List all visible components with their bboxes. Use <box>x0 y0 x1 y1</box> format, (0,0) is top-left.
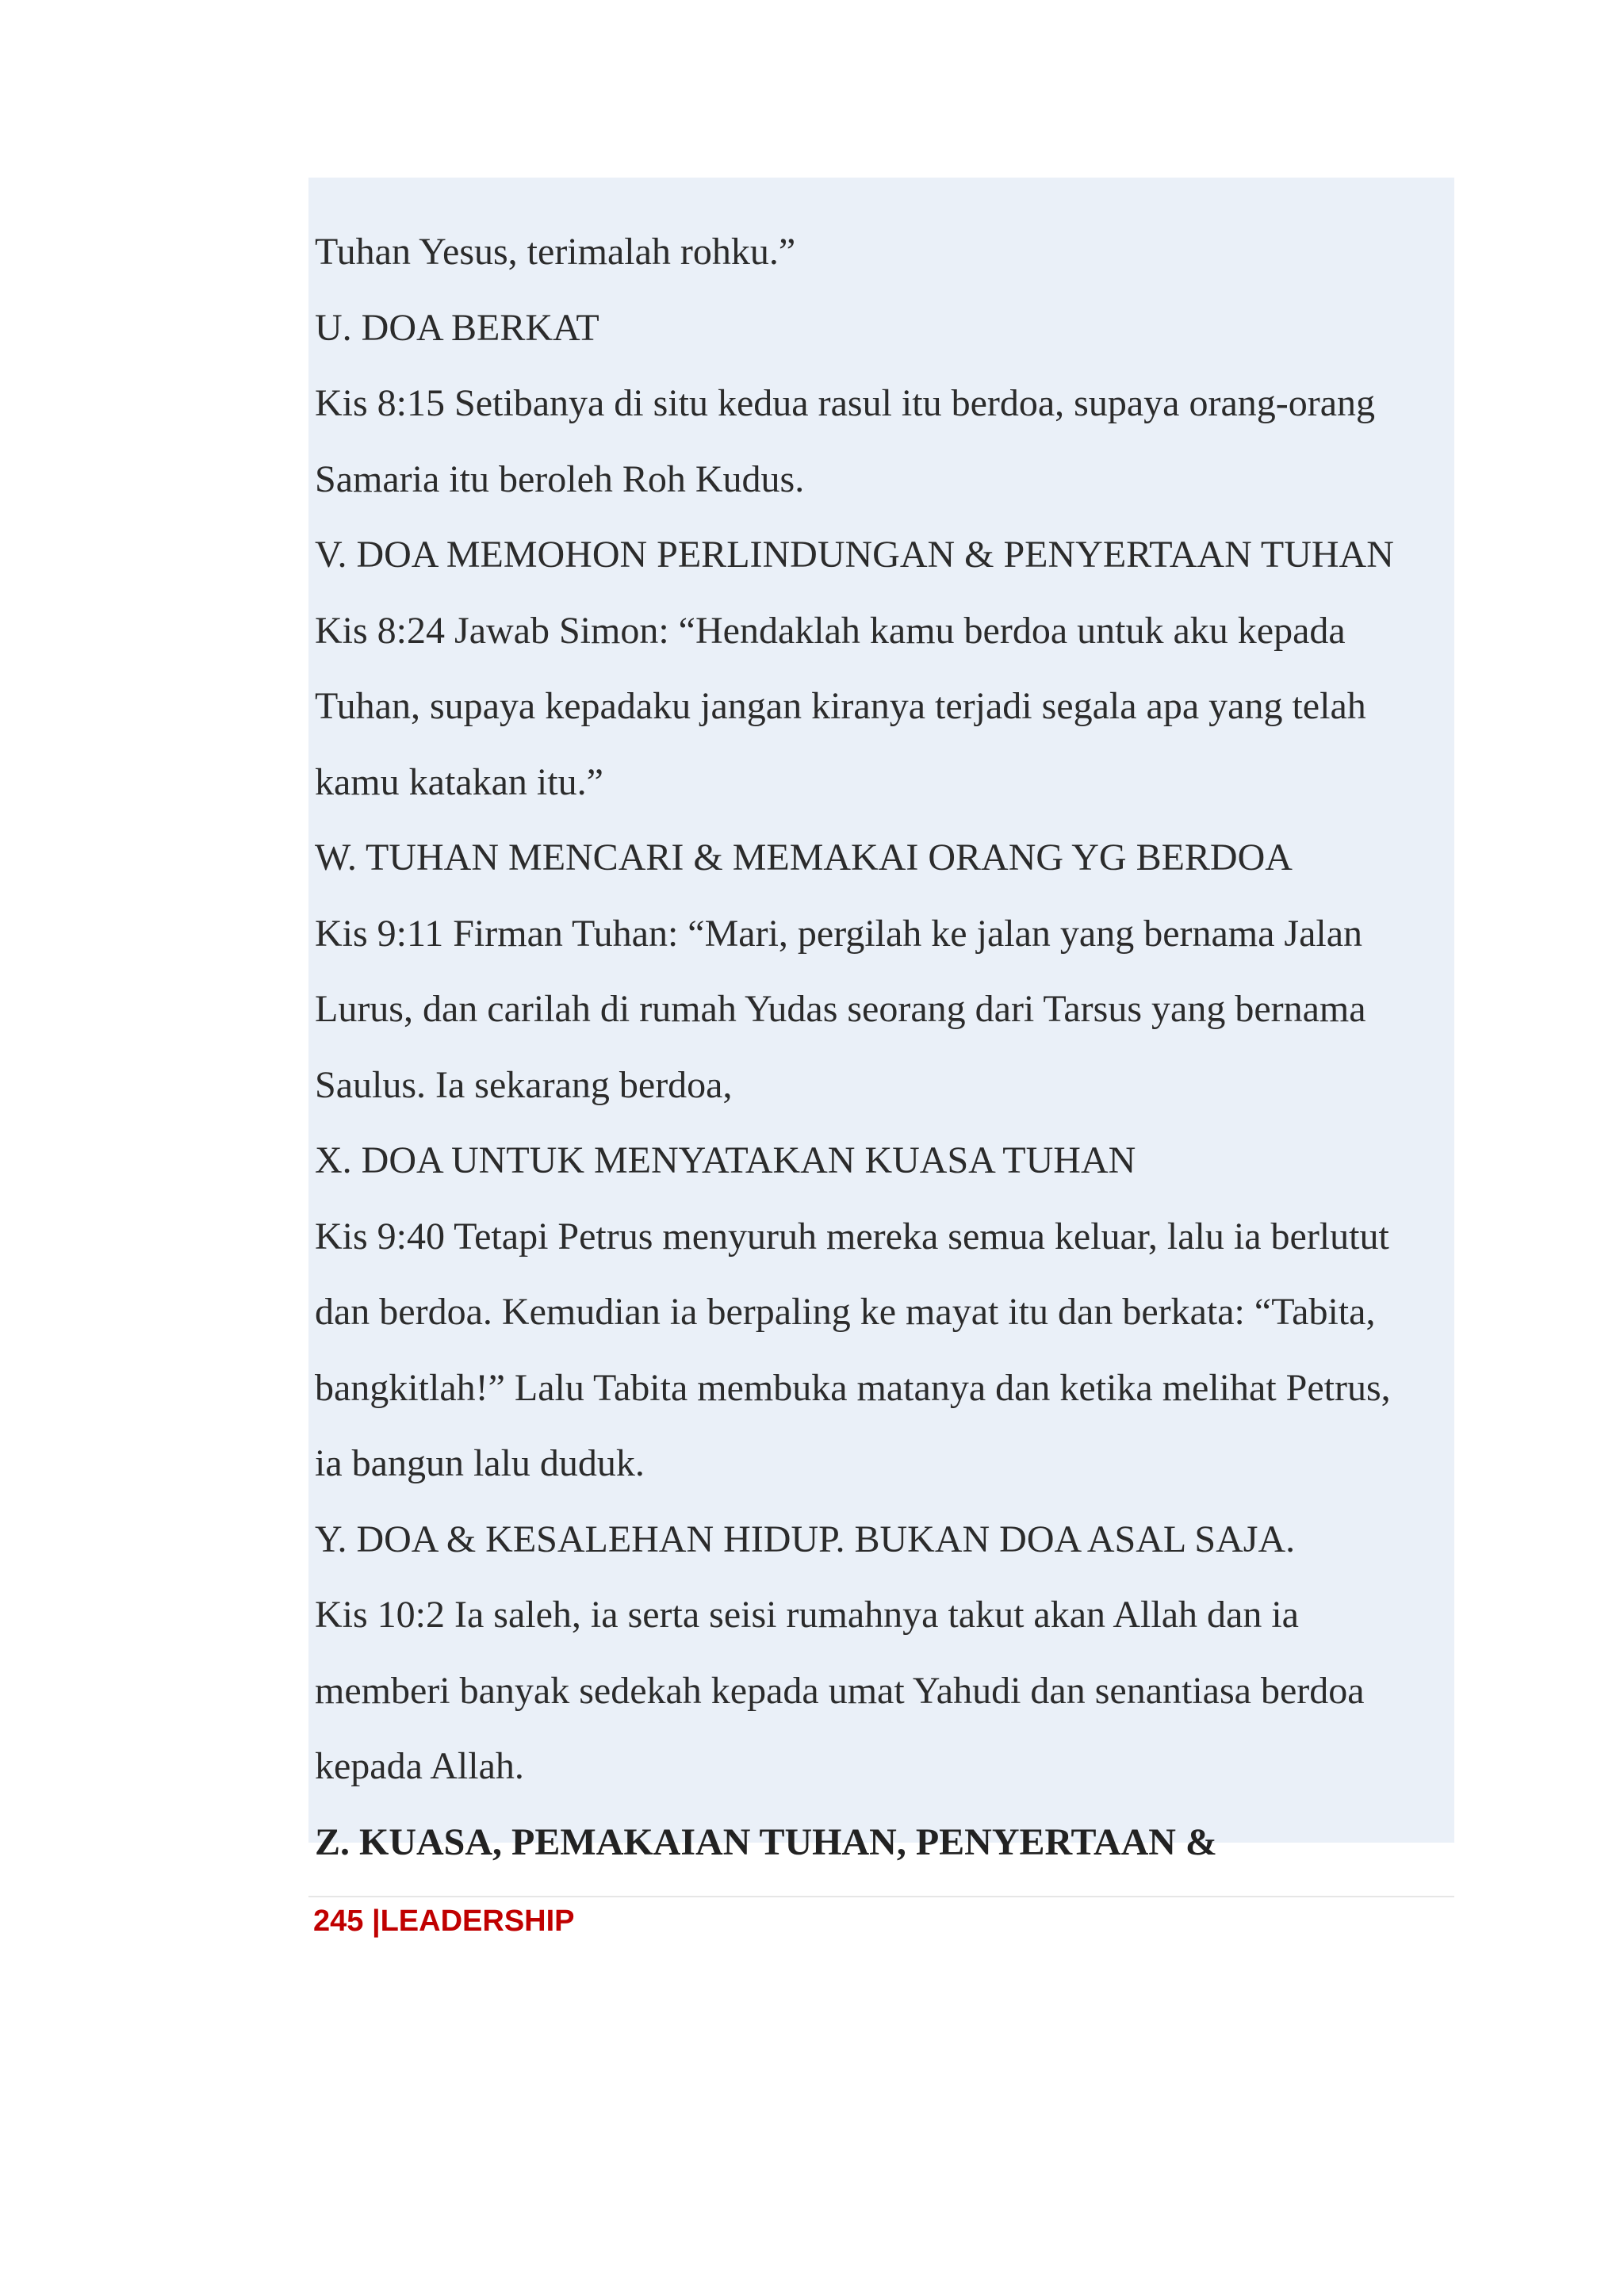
text-line: dan berdoa. Kemudian ia berpaling ke mayat itu dan berkata: “Tabita, <box>315 1291 1376 1333</box>
section-heading-x: X. DOA UNTUK MENYATAKAN KUASA TUHAN <box>315 1139 1136 1181</box>
text-line: Kis 8:15 Setibanya di situ kedua rasul itu berdoa, supaya orang-orang <box>315 382 1376 424</box>
text-line: Kis 8:24 Jawab Simon: “Hendaklah kamu berdoa untuk aku kepada <box>315 609 1346 652</box>
text-line: Kis 10:2 Ia saleh, ia serta seisi rumahnya takut akan Allah dan ia <box>315 1594 1299 1636</box>
footer-divider <box>308 1896 1454 1897</box>
section-heading-y: Y. DOA & KESALEHAN HIDUP. BUKAN DOA ASAL SAJA. <box>315 1518 1296 1560</box>
text-block <box>308 178 1454 1863</box>
section-heading-z: Z. KUASA, PEMAKAIAN TUHAN, PENYERTAAN & <box>315 1820 1217 1863</box>
text-line: memberi banyak sedekah kepada umat Yahudi dan senantiasa berdoa <box>315 1669 1365 1712</box>
text-line: Tuhan, supaya kepadaku jangan kiranya terjadi segala apa yang telah <box>315 685 1366 727</box>
text-line: bangkitlah!” Lalu Tabita membuka matanya dan ketika melihat Petrus, <box>315 1366 1391 1409</box>
section-heading-w: W. TUHAN MENCARI & MEMAKAI ORANG YG BERDOA <box>315 836 1293 879</box>
section-heading-u: U. DOA BERKAT <box>315 306 599 349</box>
text-line: Tuhan Yesus, terimalah rohku.” <box>315 231 796 273</box>
text-line: Saulus. Ia sekarang berdoa, <box>315 1063 733 1106</box>
text-line: kepada Allah. <box>315 1745 524 1787</box>
text-line: ia bangun lalu duduk. <box>315 1442 645 1484</box>
text-line: Lurus, dan carilah di rumah Yudas seorang dari Tarsus yang bernama <box>315 988 1366 1030</box>
section-heading-v: V. DOA MEMOHON PERLINDUNGAN & PENYERTAAN TUHAN <box>315 534 1394 576</box>
text-line: Kis 9:40 Tetapi Petrus menyuruh mereka semua keluar, lalu ia berlutut <box>315 1215 1389 1258</box>
text-line: Kis 9:11 Firman Tuhan: “Mari, pergilah ke jalan yang bernama Jalan <box>315 912 1363 955</box>
text-line: Samaria itu beroleh Roh Kudus. <box>315 457 805 500</box>
page-footer: 245 |LEADERSHIP <box>313 1904 575 1938</box>
text-line: kamu katakan itu.” <box>315 760 603 803</box>
